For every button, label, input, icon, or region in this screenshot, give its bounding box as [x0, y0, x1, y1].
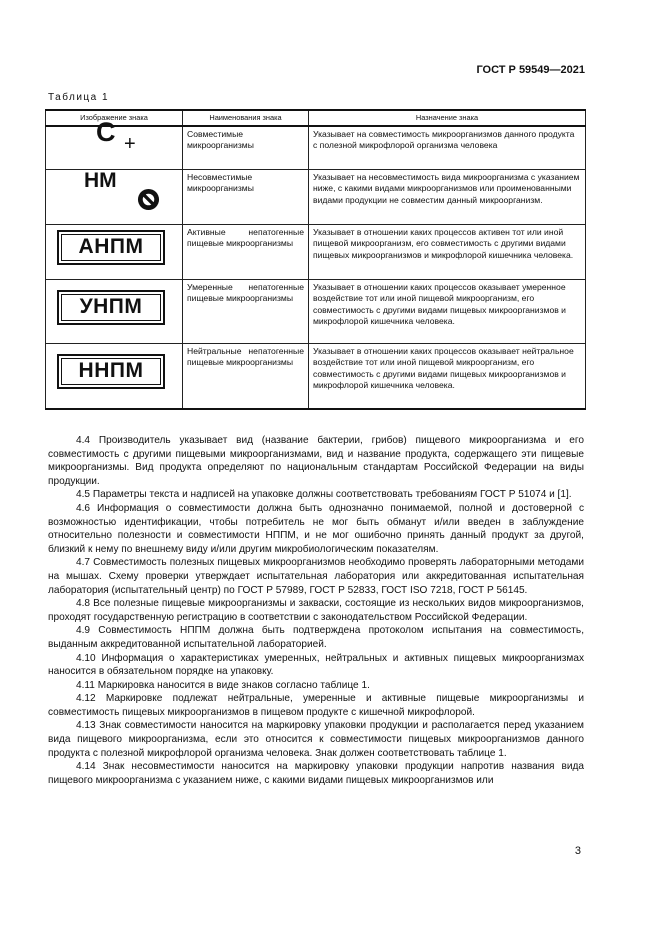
prohibition-icon [137, 188, 160, 215]
paragraph-4-14: 4.14 Знак несовместимости наносится на маркировку упаковки продукции напротив названия вида пищевого микроорганизма с указанием ниже, с какими видами пищевых микроорганизмов или [48, 761, 584, 786]
sign-purpose: Указывает в отношении каких процессов оказывает нейтральное воздействие тот или иной пищевой микроорганизм, его совместимость с другими видами пищевых микроорганизмов и микрофлорой кишечника человека. [309, 343, 586, 409]
sign-name: Нейтральные непатогенные пищевые микроорганизмы [183, 343, 309, 409]
sign-purpose: Указывает в отношении каких процессов активен тот или иной пищевой микроорганизм, его совместимость с другими видами пищевых микроорганизмов и микрофлорой кишечника человека. [309, 224, 586, 279]
sign-cell [46, 279, 183, 343]
paragraph-4-4: 4.4 Производитель указывает вид (название бактерии, грибов) пищевого микроорганизма и его совместимость с другими пищевыми микроорганизмами, вид и название продукта, содержащего эти пищевые микроорганизмы. Вид продукта определяют по национальным стандартам Российской Федерации на виды продукции. [48, 435, 584, 487]
plus-icon: + [124, 132, 136, 155]
table-row [46, 224, 586, 279]
sign-name: Совместимые микроорганизмы [183, 126, 309, 170]
sign-purpose: Указывает на несовместимость вида микроорганизма с указанием ниже, с какими видами микроорганизмов или проименованными видами продукции не совместим данный микроорганизм. [309, 169, 586, 224]
paragraph-4-11: 4.11 Маркировка наносится в виде знаков согласно таблице 1. [76, 679, 370, 691]
paragraph-4-7: 4.7 Совместимость полезных пищевых микроорганизмов необходимо проверять лабораторными методами на мышах. Схему проверки утверждает испытательная лаборатория или аккредитованная испытательная лаборатория (испытательный центр) по ГОСТ Р 57989, ГОСТ Р 52833, ГОСТ ISO 7218, ГОСТ Р 56145. [48, 557, 584, 596]
body-text [48, 434, 584, 787]
column-header-purpose: Назначение знака [309, 110, 586, 126]
framed-sign-anpm: АНПМ [57, 230, 165, 265]
framed-sign-unpm: УНПМ [57, 290, 165, 325]
table-row [46, 343, 586, 409]
sign-name: Активные непатогенные пищевые микроорганизмы [183, 224, 309, 279]
document-code-header: ГОСТ Р 59549—2021 [476, 64, 585, 76]
sign-purpose: Указывает на совместимость микроорганизмов данного продукта с полезной микрофлорой организма человека [309, 126, 586, 170]
sign-cell [46, 169, 183, 224]
table-header-row [46, 110, 586, 126]
sign-purpose: Указывает в отношении каких процессов оказывает умеренное воздействие тот или иной пищевой микроорганизм, его совместимость с другими видами пищевых микроорганизмов и микрофлорой кишечника человека. [309, 279, 586, 343]
paragraph-4-9: 4.9 Совместимость НППМ должна быть подтверждена протоколом испытания на совместимость, выданным аккредитованной испытательной лабораторией. [48, 625, 584, 650]
column-header-name: Наименования знака [183, 110, 309, 126]
table-row [46, 126, 586, 170]
paragraph-4-13: 4.13 Знак совместимости наносится на маркировку упаковки продукции и располагается перед указанием вида пищевого микроорганизма, если это относится к совместимости пищевых микроорганизмов данного продукта с полезной микрофлорой организма человека. Знак должен соответствовать таблице 1. [48, 720, 584, 759]
paragraph-4-6: 4.6 Информация о совместимости должна быть однозначно понимаемой, полной и достоверной с возможностью идентификации, чтобы потребитель не мог быть обманут и/или введен в заблуждение относительно полезности и совместимости НППМ, и не мог ошибочно принять данный продукт за другой, близкий к нему по внешнему виду и/или другим микробиологическим показателям. [48, 502, 584, 555]
framed-sign-nnpm: ННПМ [57, 354, 165, 389]
table-row [46, 169, 586, 224]
page-number: 3 [574, 845, 581, 857]
paragraph-4-12: 4.12 Маркировке подлежат нейтральные, умеренные и активные пищевые микроорганизмы и совместимость пищевых микроорганизмов в пищевом продукте с кишечной микрофлорой. [48, 693, 584, 718]
paragraph-4-5: 4.5 Параметры текста и надписей на упаковке должны соответствовать требованиям ГОСТ Р 51074 и [1]. [76, 489, 572, 501]
column-header-image: Изображение знака [46, 110, 183, 126]
signs-table [45, 109, 586, 410]
paragraph-4-8: 4.8 Все полезные пищевые микроорганизмы и закваски, состоящие из нескольких видов микроорганизмов, проходят государственную регистрацию в соответствии с законодательством Российской Федерации. [48, 598, 584, 623]
sign-cell [46, 343, 183, 409]
paragraph-4-10: 4.10 Информация о характеристиках умеренных, нейтральных и активных пищевых микроорганизмах наносится в обязательном порядке на упаковку. [48, 652, 584, 678]
table-caption: Таблица 1 [48, 92, 110, 103]
sign-name: Несовместимые микроорганизмы [183, 169, 309, 224]
sign-name: Умеренные непатогенные пищевые микроорганизмы [183, 279, 309, 343]
sign-cell [46, 224, 183, 279]
compatible-sign-letter: С [96, 116, 116, 147]
incompatible-sign-letters: НМ [84, 168, 117, 192]
table-row [46, 279, 586, 343]
